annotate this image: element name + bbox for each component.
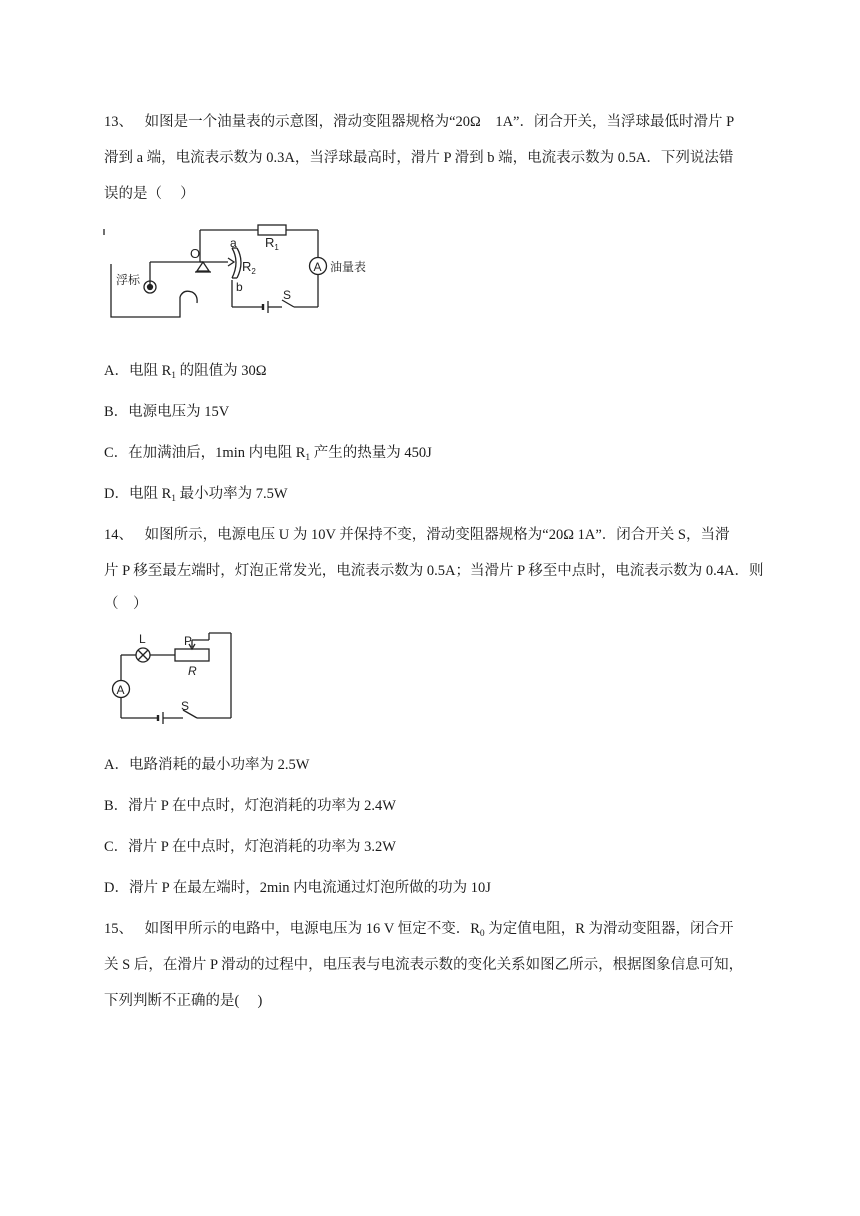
q13-option-c[interactable]: C．在加满油后，1min 内电阻 $R_1$ 产生的热量为 450J — [104, 445, 432, 463]
q14-option-c[interactable]: C．滑片 P 在中点时，灯泡消耗的功率为 3.2W — [104, 839, 396, 855]
switch-label-14: S — [181, 699, 190, 713]
float-label: 浮标 — [116, 273, 141, 287]
ammeter-symbol: A — [313, 260, 322, 274]
r2-label: $R_2$ — [242, 259, 256, 276]
q15-line3: 下列判断不正确的是( ) — [104, 993, 263, 1009]
q14-line1 — [104, 525, 764, 545]
q13-text-1: 如图是一个油量表的示意图，滑动变阻器规格为“20Ω 1A”．闭合开关，当浮球最低时滑片 P — [144, 114, 735, 130]
q13-option-a[interactable]: A．电阻 $R_1$ 的阻值为 30Ω — [104, 363, 267, 381]
q13-number: 13、 — [104, 114, 133, 130]
end-b-label: b — [236, 280, 243, 294]
r1-label: $R_1$ — [265, 235, 279, 252]
q14-option-a[interactable]: A．电路消耗的最小功率为 2.5W — [104, 757, 310, 773]
q14-number: 14、 — [104, 527, 133, 543]
slider-label: P — [184, 634, 193, 648]
pivot-label: O — [190, 246, 201, 261]
q14-line2: 片 P 移至最左端时，灯泡正常发光，电流表示数为 0.5A；当滑片 P 移至中点时，电流表示数为 0.4A．则 — [104, 563, 764, 579]
q14-text-1: 如图所示，电源电压 U 为 10V 并保持不变，滑动变阻器规格为“20Ω 1A”．闭合开关 S，当滑 — [144, 527, 730, 543]
q13-line1 — [104, 112, 764, 132]
q14-option-d[interactable]: D．滑片 P 在最左端时，2min 内电流通过灯泡所做的功为 10J — [104, 880, 491, 896]
q15-number: 15、 — [104, 921, 133, 937]
q13-line2: 滑到 a 端，电流表示数为 0.3A，当浮球最高时，滑片 P 滑到 b 端，电流表示数为 0.5A．下列说法错 — [104, 150, 734, 166]
q13-option-b[interactable]: B．电源电压为 15V — [104, 404, 230, 420]
q13-option-d[interactable]: D．电阻 $R_1$ 最小功率为 7.5W — [104, 486, 288, 504]
q15-line2: 关 S 后，在滑片 P 滑动的过程中，电压表与电流表示数的变化关系如图乙所示，根据图象信息可知， — [104, 957, 744, 973]
end-a-label: a — [230, 236, 237, 250]
q15-text-1: 如图甲所示的电路中，电源电压为 16 V 恒定不变．$R_0$ 为定值电阻，R 为滑动变阻器，闭合开 — [144, 921, 734, 939]
ammeter-symbol-14: A — [116, 683, 125, 697]
q14-line3: （ ） — [104, 596, 148, 612]
q13-line3: 误的是（ ） — [104, 186, 195, 202]
q14-option-b[interactable]: B．滑片 P 在中点时，灯泡消耗的功率为 2.4W — [104, 798, 396, 814]
q15-line1 — [104, 919, 764, 941]
oil-gauge-label: 油量表 — [330, 260, 367, 274]
resistor-label: R — [188, 664, 197, 678]
switch-label: S — [283, 288, 292, 302]
lamp-label: L — [139, 632, 146, 646]
